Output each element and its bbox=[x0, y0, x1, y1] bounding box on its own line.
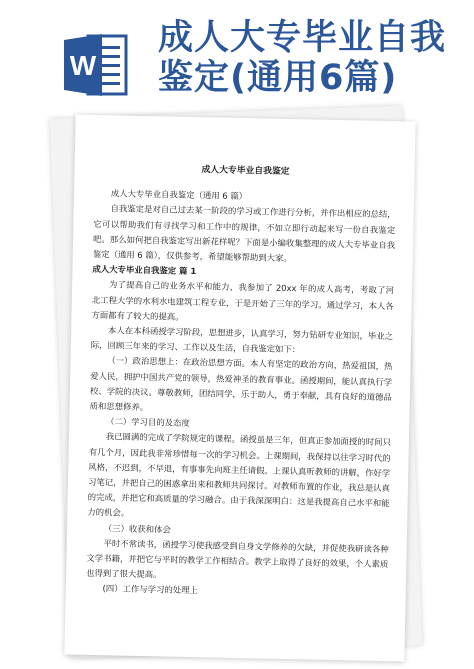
intro-paragraph: 自我鉴定是对自己过去某一阶段的学习或工作进行分析，并作出相应的总结，它可以帮助我们有寻找学习和工作中的规律，不如立即行动起来写一份自我鉴定吧。那么如何把自我鉴定写出新花样呢？下面是小编收集整理的成人大专毕业自我鉴定（通用 6 篇），仅供参考，希望能够帮助到大家。 bbox=[92, 203, 396, 264]
word-document-icon bbox=[62, 30, 132, 100]
section-heading: 成人大专毕业自我鉴定 篇 1 bbox=[92, 264, 197, 277]
header bbox=[0, 0, 474, 112]
subheading: （二）学习目的及态度 bbox=[105, 416, 190, 429]
page-title: 成人大专毕业自我鉴定 bbox=[201, 165, 290, 177]
body-paragraph: 为了提高自己的业务水平和能力，我参加了 20xx 年的成人高考，考取了河北工程大学的水利水电建筑工程专业，于是开始了三年的学习。通过学习，本人各方面都有了较大的提高。 bbox=[91, 279, 395, 322]
subtitle: 成人大专毕业自我鉴定（通用 6 篇） bbox=[110, 188, 248, 202]
body-paragraph: 本人在本科函授学习阶段，思想进步，认真学习，努力钻研专业知识，毕业之际，回顾三年来的学习、工作以及生活，自我鉴定如下： bbox=[90, 325, 394, 355]
document-title-banner bbox=[158, 18, 446, 98]
body-paragraph: 我已圆满的完成了学院规定的课程。函授虽是三年，但真正参加面授的时间只有几个月，因此我非常珍惜每一次的学习机会。上课期间，我保持以往学习时代的风格，不迟到，不早退，有事事先向班主任请假。上课认真听教师的讲解，作好学习笔记，并把自己的困惑拿出来和教师共同探讨。对教师布置的作业，我总是认真的完成，并把它和高质量的学习融合。由于我深深明白：这是我提高自己水平和能力的机会。 bbox=[87, 431, 391, 519]
svg-text:W: W bbox=[69, 50, 97, 81]
document-page bbox=[64, 114, 415, 661]
body-paragraph: （一）政治思想上：在政治思想方面。本人有坚定的政治方向，热爱祖国，热爱人民，拥护中国共产党的领导，热爱神圣的教育事业。函授期间，能认真执行学校、学院的决议。尊敬教师，团结同学，乐于助人，勇于奉献，具有良好的道德品质和思想修养。 bbox=[89, 355, 393, 413]
subheading: (四）工作与学习的处理上 bbox=[102, 583, 199, 596]
body-paragraph: 平时不常读书，函授学习使我感受到自身文学修养的欠缺，并促使我研读各种文学书籍，并把它与平时的教学工作相结合。教学上取得了良好的效果，个人素质也得到了很大提高。 bbox=[85, 538, 389, 580]
page-content bbox=[86, 161, 397, 603]
title-line-1: 成人大专毕业自我 bbox=[158, 18, 447, 58]
title-line-2: 鉴定(通用6篇) bbox=[158, 58, 398, 98]
subheading: （三）收获和体会 bbox=[103, 522, 171, 535]
